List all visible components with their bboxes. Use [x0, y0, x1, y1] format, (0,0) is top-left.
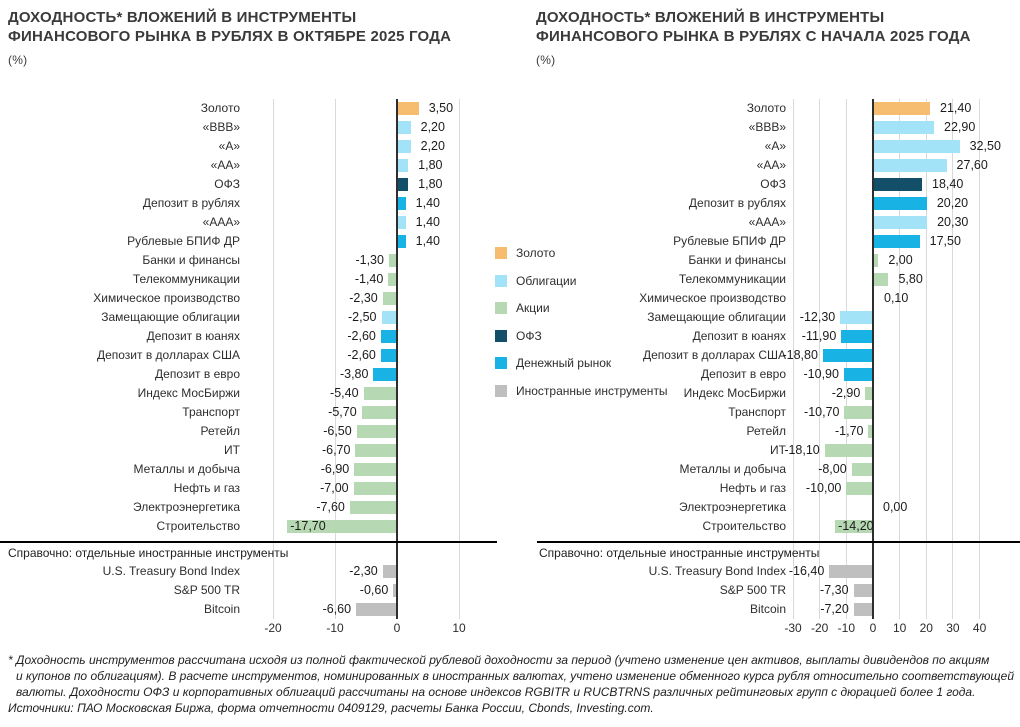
- chart-row: [0, 498, 497, 517]
- value-label: -2,60: [347, 329, 376, 343]
- value-label: -7,60: [316, 500, 345, 514]
- footnote: [8, 652, 1018, 716]
- value-label: 20,30: [937, 215, 969, 229]
- x-tick-label: 10: [892, 621, 907, 635]
- left-chart-title-line2: ФИНАНСОВОГО РЫНКА В РУБЛЯХ В ОКТЯБРЕ 2025 ГОДА: [8, 28, 452, 45]
- bar: [873, 197, 927, 210]
- legend-swatch: [495, 385, 507, 397]
- bar: [841, 330, 873, 343]
- legend-swatch: [495, 275, 507, 287]
- legend-item-money: [495, 353, 611, 373]
- value-label: -6,60: [322, 602, 352, 616]
- chart-row: [0, 517, 497, 536]
- chart-row: [537, 99, 1020, 118]
- chart-row: [0, 384, 497, 403]
- chart-row: [0, 365, 497, 384]
- category-label: Банки и финансы: [688, 253, 786, 267]
- bar: [354, 482, 397, 495]
- value-label: 0,10: [884, 291, 909, 305]
- x-tick-label: 10: [452, 621, 466, 635]
- chart-row: [0, 213, 497, 232]
- chart-row: [0, 346, 497, 365]
- chart-row: [537, 194, 1020, 213]
- category-label: Ретейл: [746, 424, 786, 438]
- bar: [382, 311, 398, 324]
- chart-row: [0, 422, 497, 441]
- chart-row: [0, 270, 497, 289]
- category-label: Транспорт: [728, 405, 786, 419]
- legend-swatch: [495, 330, 507, 342]
- category-label: Электроэнергетика: [678, 500, 786, 514]
- value-label: -18,80: [782, 348, 818, 362]
- chart-row: [0, 308, 497, 327]
- value-label: 27,60: [956, 158, 988, 172]
- category-label: Ретейл: [200, 424, 240, 438]
- bar: [873, 140, 960, 153]
- value-label: 17,50: [929, 234, 961, 248]
- footnote-line: и купонов по облигациям). В расчете инструментов, номинированных в иностранных валютах, учтено изменение обменного курса рубля относительно соответствующей: [16, 669, 1014, 683]
- legend: [495, 243, 673, 408]
- chart-row: [537, 175, 1020, 194]
- chart-row: [0, 137, 497, 156]
- value-label: 32,50: [969, 139, 1001, 153]
- value-label: -17,70: [290, 519, 326, 533]
- bar: [397, 140, 411, 153]
- chart-row: [0, 99, 497, 118]
- category-label: Нефть и газ: [719, 481, 786, 495]
- value-label: 2,20: [420, 120, 445, 134]
- category-label: S&P 500 TR: [173, 583, 240, 597]
- legend-label: ОФЗ: [516, 328, 542, 343]
- footnote-line: * Доходность инструментов рассчитана исходя из полной фактической рублевой доходности за период (учтено изменение цен активов, выплаты дивидендов по акциям: [8, 653, 990, 667]
- value-label: -10,90: [803, 367, 839, 381]
- category-label: Индекс МосБиржи: [137, 386, 240, 400]
- category-label: Депозит в рублях: [142, 196, 240, 210]
- value-label: -2,90: [831, 386, 861, 400]
- chart-row: [0, 156, 497, 175]
- value-label: -2,50: [348, 310, 377, 324]
- chart-october-2025: [0, 99, 497, 649]
- category-label: U.S. Treasury Bond Index: [648, 564, 786, 578]
- category-label: Bitcoin: [203, 602, 240, 616]
- bar: [373, 368, 397, 381]
- bar: [383, 565, 397, 578]
- value-label: -10,70: [804, 405, 840, 419]
- category-label: «BBB»: [202, 120, 240, 134]
- bar: [854, 584, 873, 597]
- bar: [825, 444, 873, 457]
- right-chart-unit-label: (%): [536, 53, 556, 67]
- chart-row: [537, 581, 1020, 600]
- category-label: Банки и финансы: [142, 253, 240, 267]
- left-chart-unit-label: (%): [8, 53, 28, 67]
- x-tick-label: -10: [326, 621, 344, 635]
- category-label: «AAA»: [748, 215, 786, 229]
- bar: [357, 425, 397, 438]
- value-label: 1,40: [415, 215, 441, 229]
- category-label: Металлы и добыча: [679, 462, 786, 476]
- value-label: -11,90: [801, 329, 837, 343]
- reference-section-label: Справочно: отдельные иностранные инструменты: [539, 546, 820, 560]
- category-label: «AA»: [756, 158, 786, 172]
- category-label: Золото: [746, 101, 786, 115]
- chart-row: [0, 460, 497, 479]
- value-label: 21,40: [940, 101, 972, 115]
- category-label: «AAA»: [202, 215, 240, 229]
- chart-row: [0, 562, 497, 581]
- value-label: 2,20: [420, 139, 445, 153]
- legend-label: Золото: [516, 246, 556, 260]
- legend-swatch: [495, 247, 507, 259]
- category-label: Депозит в евро: [701, 367, 786, 381]
- bar: [854, 603, 873, 616]
- value-label: 18,40: [932, 177, 964, 191]
- x-tick-label: -10: [837, 621, 856, 635]
- category-label: Химическое производство: [639, 291, 786, 305]
- chart-row: [0, 441, 497, 460]
- bar: [397, 197, 406, 210]
- value-label: 5,80: [898, 272, 923, 286]
- legend-item-ofz: [495, 326, 542, 346]
- chart-row: [0, 289, 497, 308]
- category-label: U.S. Treasury Bond Index: [102, 564, 240, 578]
- left-chart-title-line1: ДОХОДНОСТЬ* ВЛОЖЕНИЙ В ИНСТРУМЕНТЫ: [8, 9, 357, 26]
- value-label: -1,40: [354, 272, 384, 286]
- bar: [852, 463, 873, 476]
- chart-row: [0, 600, 497, 619]
- chart-row: [537, 460, 1020, 479]
- category-label: Депозит в долларах США: [642, 348, 786, 362]
- category-label: «A»: [764, 139, 786, 153]
- category-label: Строительство: [156, 519, 240, 533]
- left-chart-title: [8, 8, 451, 70]
- value-label: 3,50: [428, 101, 454, 115]
- chart-row: [0, 251, 497, 270]
- chart-row: [0, 118, 497, 137]
- chart-row: [537, 600, 1020, 619]
- value-label: -2,30: [349, 291, 378, 305]
- category-label: Нефть и газ: [173, 481, 240, 495]
- value-label: -7,00: [320, 481, 349, 495]
- value-label: -6,90: [320, 462, 350, 476]
- value-label: 1,40: [415, 196, 441, 210]
- category-label: Телекоммуникации: [132, 272, 240, 286]
- value-label: -6,50: [323, 424, 352, 438]
- value-label: -10,00: [805, 481, 842, 495]
- category-label: ОФЗ: [760, 177, 786, 191]
- category-label: ИТ: [224, 443, 240, 457]
- bar: [873, 159, 947, 172]
- value-label: 1,80: [418, 158, 443, 172]
- value-label: 0,00: [883, 500, 908, 514]
- chart-row: [0, 232, 497, 251]
- value-label: 2,00: [888, 253, 913, 267]
- chart-row: [537, 156, 1020, 175]
- x-tick-label: 20: [919, 621, 933, 635]
- bar: [397, 178, 408, 191]
- bar: [397, 159, 408, 172]
- category-label: Депозит в долларах США: [96, 348, 240, 362]
- chart-row: [0, 194, 497, 213]
- bar: [873, 178, 922, 191]
- bar: [873, 235, 920, 248]
- x-tick-label: 0: [869, 621, 877, 635]
- right-chart-title-line1: ДОХОДНОСТЬ* ВЛОЖЕНИЙ В ИНСТРУМЕНТЫ: [536, 9, 885, 26]
- value-label: -6,70: [321, 443, 351, 457]
- category-label: Золото: [200, 101, 240, 115]
- category-label: Рублевые БПИФ ДР: [673, 234, 786, 248]
- legend-label: Иностранные инструменты: [516, 383, 668, 398]
- category-label: S&P 500 TR: [719, 583, 786, 597]
- bar: [846, 482, 873, 495]
- category-label: Замещающие облигации: [101, 310, 240, 324]
- bar: [354, 463, 397, 476]
- value-label: -1,70: [834, 424, 864, 438]
- bar: [397, 121, 411, 134]
- category-label: Bitcoin: [749, 602, 786, 616]
- bar: [873, 102, 930, 115]
- reference-section-label: Справочно: отдельные иностранные инструменты: [8, 546, 289, 560]
- value-label: -7,20: [820, 602, 849, 616]
- category-label: Депозит в евро: [155, 367, 240, 381]
- legend-item-foreign: [495, 381, 668, 401]
- category-label: Замещающие облигации: [647, 310, 786, 324]
- bar: [873, 216, 927, 229]
- category-label: Депозит в рублях: [688, 196, 786, 210]
- value-label: -5,70: [328, 405, 357, 419]
- legend-swatch: [495, 357, 507, 369]
- chart-row: [537, 498, 1020, 517]
- x-tick-label: 40: [972, 621, 987, 635]
- bar: [356, 603, 397, 616]
- bar: [397, 235, 406, 248]
- bar: [823, 349, 873, 362]
- value-label: 1,80: [418, 177, 443, 191]
- category-label: Депозит в юанях: [146, 329, 240, 343]
- section-separator: [537, 541, 1020, 543]
- category-label: Металлы и добыча: [133, 462, 240, 476]
- value-label: -0,60: [359, 583, 389, 597]
- chart-row: [0, 581, 497, 600]
- category-label: Строительство: [702, 519, 786, 533]
- value-label: -1,30: [355, 253, 384, 267]
- bar: [397, 102, 419, 115]
- x-tick-label: 30: [946, 621, 960, 635]
- bar: [844, 368, 873, 381]
- chart-row: [537, 213, 1020, 232]
- legend-label: Облигации: [516, 273, 577, 288]
- sources-line: Источники: ПАО Московская Биржа, форма отчетности 0409129, расчеты Банка России, Cbonds, Investing.com.: [8, 701, 654, 715]
- value-label: 20,20: [936, 196, 969, 210]
- chart-row: [537, 441, 1020, 460]
- category-label: Транспорт: [182, 405, 240, 419]
- category-label: Телекоммуникации: [678, 272, 786, 286]
- chart-row: [0, 327, 497, 346]
- footnote-line: валюты. Доходности ОФЗ и корпоративных облигаций рассчитаны на основе индексов RGBITR и RUCBTRNS различных рейтинговых групп с дюрацией более 1 года.: [16, 685, 976, 699]
- legend-item-stocks: [495, 298, 550, 318]
- bar: [397, 216, 406, 229]
- category-label: «BBB»: [748, 120, 786, 134]
- x-tick-label: -30: [784, 621, 802, 635]
- legend-item-bonds: [495, 271, 576, 291]
- chart-row: [537, 118, 1020, 137]
- value-label: -3,80: [339, 367, 369, 381]
- bar: [355, 444, 397, 457]
- x-tick-label: -20: [264, 621, 282, 635]
- value-label: -2,60: [347, 348, 376, 362]
- value-label: -14,20: [838, 519, 874, 533]
- value-label: 22,90: [944, 120, 976, 134]
- legend-label: Акции: [516, 301, 550, 315]
- value-label: -16,40: [788, 564, 825, 578]
- legend-swatch: [495, 302, 507, 314]
- chart-row: [0, 403, 497, 422]
- category-label: Рублевые БПИФ ДР: [127, 234, 240, 248]
- section-separator: [0, 541, 497, 543]
- chart-row: [0, 175, 497, 194]
- category-label: Индекс МосБиржи: [683, 386, 786, 400]
- value-label: -12,30: [799, 310, 836, 324]
- category-label: «AA»: [210, 158, 240, 172]
- value-label: -18,10: [784, 443, 820, 457]
- chart-row: [0, 479, 497, 498]
- x-tick-label: -20: [811, 621, 829, 635]
- chart-row: [537, 422, 1020, 441]
- category-label: Химическое производство: [93, 291, 240, 305]
- value-label: 1,40: [415, 234, 441, 248]
- chart-row: [537, 562, 1020, 581]
- bar: [829, 565, 873, 578]
- category-label: Депозит в юанях: [692, 329, 786, 343]
- x-tick-label: 0: [393, 621, 401, 635]
- category-label: Электроэнергетика: [132, 500, 240, 514]
- value-label: -5,40: [330, 386, 359, 400]
- value-label: -7,30: [820, 583, 849, 597]
- bar: [844, 406, 873, 419]
- bar: [840, 311, 873, 324]
- category-label: «A»: [218, 139, 240, 153]
- category-label: ИТ: [770, 443, 786, 457]
- bar: [873, 273, 888, 286]
- bar: [383, 292, 397, 305]
- chart-row: [537, 137, 1020, 156]
- right-chart-title: [536, 8, 971, 70]
- bar: [362, 406, 397, 419]
- right-chart-title-line2: ФИНАНСОВОГО РЫНКА В РУБЛЯХ С НАЧАЛА 2025 ГОДА: [536, 28, 971, 45]
- value-label: -8,00: [818, 462, 847, 476]
- bar: [381, 349, 397, 362]
- category-label: ОФЗ: [214, 177, 240, 191]
- legend-label: Денежный рынок: [516, 356, 612, 370]
- bar: [364, 387, 397, 400]
- bar: [381, 330, 397, 343]
- legend-item-gold: [495, 243, 555, 263]
- value-label: -2,30: [349, 564, 378, 578]
- chart-row: [537, 517, 1020, 536]
- bar: [350, 501, 397, 514]
- bar: [873, 121, 934, 134]
- chart-row: [537, 479, 1020, 498]
